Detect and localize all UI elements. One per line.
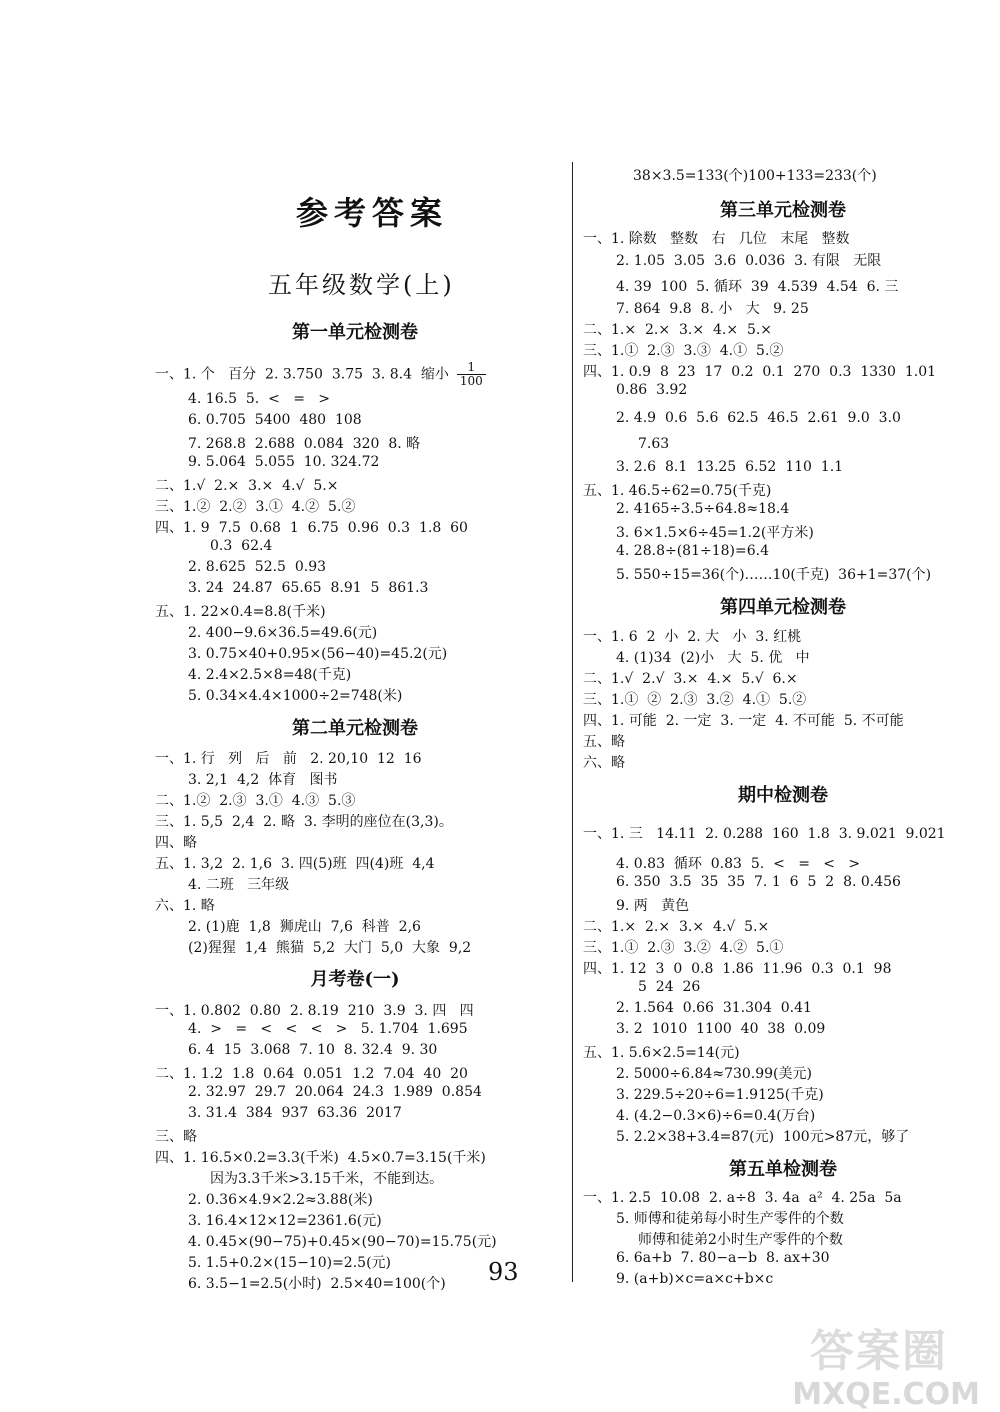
answer-line: 6. 0.705 5400 480 108 <box>188 412 362 428</box>
answer-line: 师傅和徒弟2小时生产零件的个数 <box>638 1232 843 1248</box>
answer-line: 三、1.① ② 2.③ 3.② 4.① 5.② <box>583 692 807 708</box>
page-number: 93 <box>488 1258 519 1286</box>
answer-line: (2)猩猩 1,4 熊猫 5,2 大门 5,0 大象 9,2 <box>188 940 472 956</box>
answer-line: 3. 2 1010 1100 40 38 0.09 <box>616 1021 826 1037</box>
answer-line: 6. 350 3.5 35 35 7. 1 6 5 2 8. 0.456 <box>616 874 901 890</box>
answer-line: 9. 两 黄色 <box>616 898 690 914</box>
answer-line: 四、1. 16.5×0.2=3.3(千米) 4.5×0.7=3.15(千米) <box>155 1150 486 1166</box>
answer-line: 二、1.√ 2.× 3.× 4.√ 5.× <box>155 478 339 494</box>
answer-line: 四、略 <box>155 835 197 851</box>
page-subtitle: 五年级数学(上) <box>268 271 455 299</box>
answer-line: 一、1. 6 2 小 2. 大 小 3. 红桃 <box>583 629 802 645</box>
answer-line: 三、略 <box>155 1129 197 1145</box>
answer-line: 4. 0.45×(90−75)+0.45×(90−70)=15.75(元) <box>188 1234 497 1250</box>
answer-line: 4. 二班 三年级 <box>188 877 290 893</box>
answer-line: 2. 5000÷6.84≈730.99(美元) <box>616 1066 812 1082</box>
answer-line: 一、1. 除数 整数 右 几位 末尾 整数 <box>583 231 850 247</box>
answer-line: 6. 3.5−1=2.5(小时) 2.5×40=100(个) <box>188 1276 446 1292</box>
section-heading-unit3: 第三单元检测卷 <box>720 200 846 221</box>
answer-line: 0.86 3.92 <box>616 382 688 398</box>
answer-line: 二、1. 1.2 1.8 0.64 0.051 1.2 7.04 40 20 <box>155 1066 468 1082</box>
answer-line: 3. 24 24.87 65.65 8.91 5 861.3 <box>188 580 429 596</box>
answer-line: 7. 268.8 2.688 0.084 320 8. 略 <box>188 436 421 452</box>
answer-line: 3. 16.4×12×12=2361.6(元) <box>188 1213 382 1229</box>
answer-line: 2. 8.625 52.5 0.93 <box>188 559 327 575</box>
answer-line: 四、1. 9 7.5 0.68 1 6.75 0.96 0.3 1.8 60 <box>155 520 468 536</box>
answer-line: 9. (a+b)×c=a×c+b×c <box>616 1271 774 1287</box>
answer-line: 2. 32.97 29.7 20.064 24.3 1.989 0.854 <box>188 1084 482 1100</box>
answer-line: 4. (4.2−0.3×6)÷6=0.4(万台) <box>616 1108 816 1124</box>
section-heading-unit4: 第四单元检测卷 <box>720 597 846 618</box>
answer-line: 四、1. 0.9 8 23 17 0.2 0.1 270 0.3 1330 1.01 <box>583 364 937 380</box>
answer-line: 5. 师傅和徒弟每小时生产零件的个数 <box>616 1211 844 1227</box>
answer-line: 38×3.5=133(个)100+133=233(个) <box>633 168 877 184</box>
answer-line: 六、1. 略 <box>155 898 215 914</box>
answer-line: 五、1. 5.6×2.5=14(元) <box>583 1045 740 1061</box>
answer-line: 2. (1)鹿 1,8 狮虎山 7,6 科普 2,6 <box>188 919 421 935</box>
answer-line: 3. 6×1.5×6÷45=1.2(平方米) <box>616 525 814 541</box>
answer-line: 三、1.① 2.③ 3.② 4.② 5.① <box>583 940 784 956</box>
answer-line: 4. (1)34 (2)小 大 5. 优 中 <box>616 650 810 666</box>
answer-line: 3. 229.5÷20÷6=1.9125(千克) <box>616 1087 824 1103</box>
answer-line: 六、略 <box>583 755 625 771</box>
answer-line: 四、1. 可能 2. 一定 3. 一定 4. 不可能 5. 不可能 <box>583 713 904 729</box>
answer-line: 5. 550÷15=36(个)……10(千克) 36+1=37(个) <box>616 567 932 583</box>
answer-line: 9. 5.064 5.055 10. 324.72 <box>188 454 380 470</box>
answer-line: 2. 0.36×4.9×2.2≈3.88(米) <box>188 1192 373 1208</box>
answer-line: 五、1. 46.5÷62=0.75(千克) <box>583 483 772 499</box>
answer-line: 二、1.√ 2.√ 3.× 4.× 5.√ 6.× <box>583 671 798 687</box>
answer-line: 二、1.② 2.③ 3.① 4.③ 5.③ <box>155 793 356 809</box>
answer-line: 4. > = < < < > 5. 1.704 1.695 <box>188 1021 468 1037</box>
answer-line: 4. 28.8÷(81÷18)=6.4 <box>616 543 769 559</box>
answer-line: 5. 0.34×4.4×1000÷2=748(米) <box>188 688 403 704</box>
answer-line: 4. 39 100 5. 循环 39 4.539 4.54 6. 三 <box>616 279 899 295</box>
watermark-logo: 答案圈 <box>810 1326 948 1377</box>
answer-line: 3. 0.75×40+0.95×(56−40)=45.2(元) <box>188 646 448 662</box>
answer-line: 5 24 26 <box>638 979 701 995</box>
answer-line: 因为3.3千米>3.15千米，不能到达。 <box>210 1171 444 1187</box>
answer-line: 五、略 <box>583 734 625 750</box>
answer-line: 7.63 <box>638 436 670 452</box>
answer-line: 三、1.② 2.② 3.① 4.② 5.② <box>155 499 356 515</box>
answer-line: 一、1. 2.5 10.08 2. a÷8 3. 4a a² 4. 25a 5a <box>583 1190 902 1206</box>
answer-line: 三、1. 5,5 2,4 2. 略 3. 李明的座位在(3,3)。 <box>155 814 453 830</box>
answer-line: 2. 400−9.6×36.5=49.6(元) <box>188 625 378 641</box>
answer-line: 2. 1.05 3.05 3.6 0.036 3. 有限 无限 <box>616 253 882 269</box>
answer-line: 二、1.× 2.× 3.× 4.√ 5.× <box>583 919 770 935</box>
section-heading-unit2: 第二单元检测卷 <box>292 718 418 739</box>
answer-line: 3. 2,1 4,2 体育 图书 <box>188 772 338 788</box>
fraction: $\frac{1}{100}$ <box>457 361 486 388</box>
answer-line: 二、1.× 2.× 3.× 4.× 5.× <box>583 322 773 338</box>
answer-line: 6. 4 15 3.068 7. 10 8. 32.4 9. 30 <box>188 1042 438 1058</box>
answer-line: 4. 2.4×2.5×8=48(千克) <box>188 667 352 683</box>
answer-line: 五、1. 22×0.4=8.8(千米) <box>155 604 326 620</box>
watermark-url: MXQE.COM <box>792 1377 980 1412</box>
answer-line: 4. 16.5 5. < = > <box>188 391 331 407</box>
answer-line: 4. 0.83 循环 0.83 5. < = < > <box>616 856 861 872</box>
answer-line: 一、1. 行 列 后 前 2. 20,10 12 16 <box>155 751 422 767</box>
section-heading-midterm: 期中检测卷 <box>738 785 828 806</box>
answer-line: 一、1. 0.802 0.80 2. 8.19 210 3.9 3. 四 四 <box>155 1003 474 1019</box>
answer-line: 3. 31.4 384 937 63.36 2017 <box>188 1105 402 1121</box>
answer-line: 3. 2.6 8.1 13.25 6.52 110 1.1 <box>616 459 844 475</box>
answer-line: 一、1. 个 百分 2. 3.750 3.75 3. 8.4 缩小 $\frac{1}{100}$ <box>155 361 486 388</box>
page-title: 参考答案 <box>296 194 449 232</box>
answer-line: 0.3 62.4 <box>210 538 273 554</box>
section-heading-unit1: 第一单元检测卷 <box>292 322 418 343</box>
answer-line: 6. 6a+b 7. 80−a−b 8. ax+30 <box>616 1250 830 1266</box>
answer-line: 5. 2.2×38+3.4=87(元) 100元>87元，够了 <box>616 1129 910 1145</box>
answer-line: 五、1. 3,2 2. 1,6 3. 四(5)班 四(4)班 4,4 <box>155 856 435 872</box>
answer-line: 2. 1.564 0.66 31.304 0.41 <box>616 1000 812 1016</box>
answer-line: 三、1.① 2.③ 3.③ 4.① 5.② <box>583 343 784 359</box>
section-heading-monthly1: 月考卷(一) <box>310 969 400 990</box>
section-heading-unit5: 第五单检测卷 <box>729 1159 837 1180</box>
answer-line: 5. 1.5+0.2×(15−10)=2.5(元) <box>188 1255 391 1271</box>
answer-line: 7. 864 9.8 8. 小 大 9. 25 <box>616 301 809 317</box>
column-divider <box>572 162 573 1282</box>
watermark <box>790 1315 990 1410</box>
answer-line: 一、1. 三 14.11 2. 0.288 160 1.8 3. 9.021 9.021 <box>583 826 946 842</box>
answer-line: 2. 4.9 0.6 5.6 62.5 46.5 2.61 9.0 3.0 <box>616 410 901 426</box>
answer-line: 四、1. 12 3 0 0.8 1.86 11.96 0.3 0.1 98 <box>583 961 892 977</box>
answer-line: 2. 4165÷3.5÷64.8≈18.4 <box>616 501 790 517</box>
